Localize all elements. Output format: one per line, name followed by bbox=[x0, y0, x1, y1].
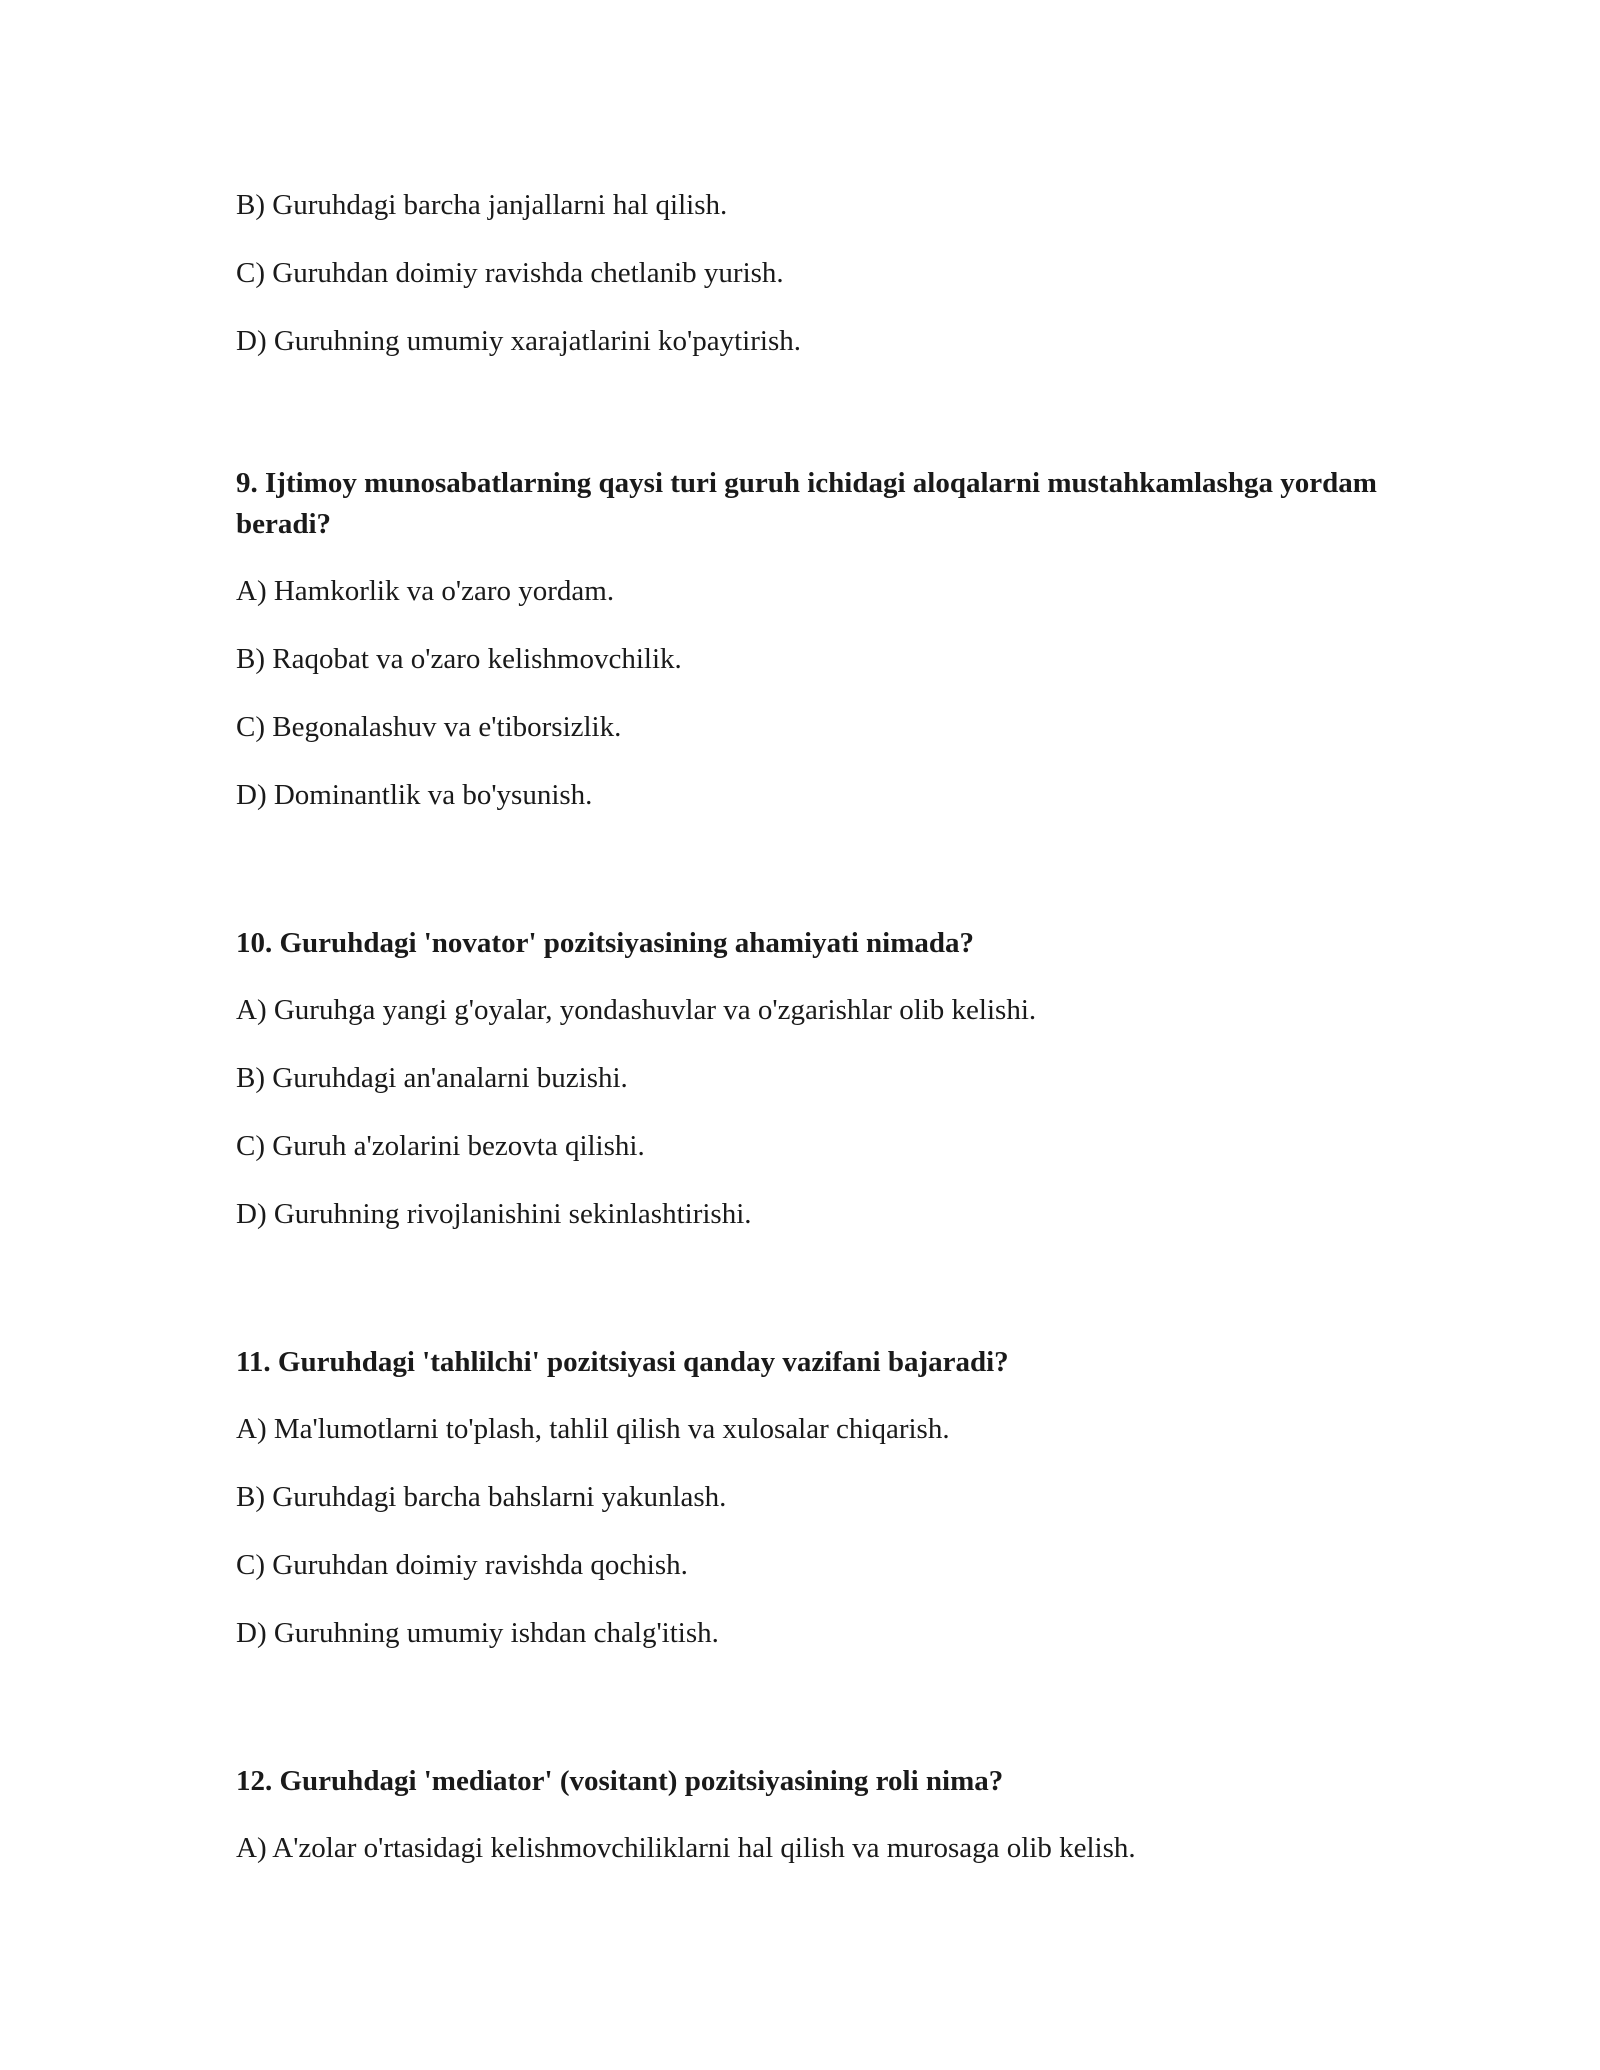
option-a: A) A'zolar o'rtasidagi kelishmovchiliklarni hal qilish va murosaga olib kelish. bbox=[236, 1832, 1136, 1864]
question-title: 12. Guruhdagi 'mediator' (vositant) pozitsiyasining roli nima? bbox=[236, 1765, 1004, 1797]
question-title: 11. Guruhdagi 'tahlilchi' pozitsiyasi qanday vazifani bajaradi? bbox=[236, 1346, 1009, 1378]
document-page bbox=[236, 185, 1406, 1896]
option-a: A) Ma'lumotlarni to'plash, tahlil qilish va xulosalar chiqarish. bbox=[236, 1413, 950, 1445]
question-11 bbox=[236, 1342, 1406, 1654]
question-9 bbox=[236, 463, 1406, 816]
option-c: C) Guruhdan doimiy ravishda qochish. bbox=[236, 1549, 688, 1581]
question-title: 10. Guruhdagi 'novator' pozitsiyasining ahamiyati nimada? bbox=[236, 927, 975, 959]
option-c: C) Guruh a'zolarini bezovta qilishi. bbox=[236, 1130, 645, 1162]
option-b: B) Guruhdagi barcha janjallarni hal qilish. bbox=[236, 189, 728, 221]
question-10 bbox=[236, 923, 1406, 1235]
option-a: A) Hamkorlik va o'zaro yordam. bbox=[236, 575, 615, 607]
option-d: D) Guruhning rivojlanishini sekinlashtirishi. bbox=[236, 1198, 752, 1230]
option-d: D) Guruhning umumiy xarajatlarini ko'paytirish. bbox=[236, 325, 801, 357]
option-a: A) Guruhga yangi g'oyalar, yondashuvlar va o'zgarishlar olib kelishi. bbox=[236, 994, 1037, 1026]
previous-question-options bbox=[236, 185, 1406, 362]
option-c: C) Begonalashuv va e'tiborsizlik. bbox=[236, 711, 622, 743]
option-b: B) Guruhdagi an'analarni buzishi. bbox=[236, 1062, 628, 1094]
question-title: 9. Ijtimoy munosabatlarning qaysi turi guruh ichidagi aloqalarni mustahkamlashga yordam beradi? bbox=[236, 467, 1377, 540]
option-c: C) Guruhdan doimiy ravishda chetlanib yurish. bbox=[236, 257, 784, 289]
question-12 bbox=[236, 1761, 1406, 1869]
option-b: B) Raqobat va o'zaro kelishmovchilik. bbox=[236, 643, 682, 675]
option-b: B) Guruhdagi barcha bahslarni yakunlash. bbox=[236, 1481, 727, 1513]
option-d: D) Guruhning umumiy ishdan chalg'itish. bbox=[236, 1617, 719, 1649]
option-d: D) Dominantlik va bo'ysunish. bbox=[236, 779, 593, 811]
question-list bbox=[236, 463, 1406, 1869]
